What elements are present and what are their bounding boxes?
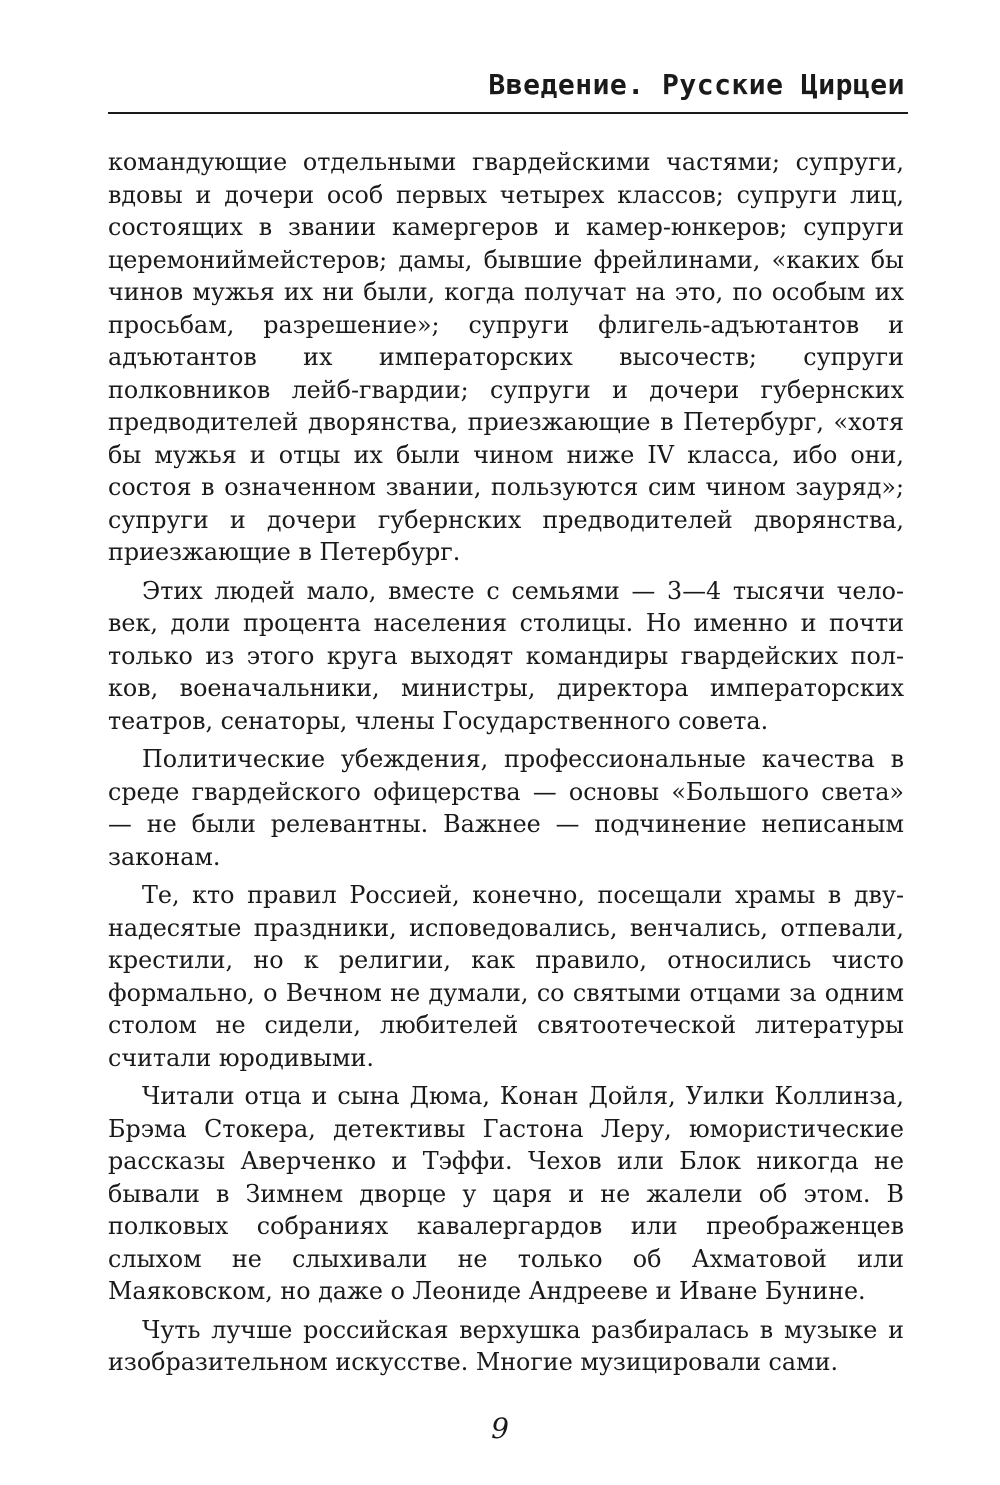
paragraph: Чуть лучше российская верхушка разбиралась в музыке и изобразительном искусстве. Многие музицировали сами.	[108, 1315, 904, 1376]
running-head-title: Введение. Русские Цирцеи	[488, 68, 905, 101]
paragraph: Этих людей мало, вместе с семьями — 3—4 тысячи человек, доли процента населения столицы. Но именно и почти только из этого круга выходят командиры гвардейских полков, военачальники, министры, директора императорских театров, сенаторы, члены Государственного совета.	[108, 576, 904, 735]
paragraph: Политические убеждения, профессиональные качества в среде гвардейского офицерства — основы «Большого света» — не были релевантны. Важнее — подчинение неписаным законам.	[108, 745, 904, 871]
paragraph: Те, кто правил Россией, конечно, посещали храмы в двунадесятые праздники, исповедовались, венчались, отпевали, крестили, но к религии, как правило, относились чисто формально, о Вечном не думали, со святыми отцами за одним столом не сидели, любителей святоотеческой литературы считали юродивыми.	[108, 881, 904, 1072]
header-rule	[108, 112, 908, 114]
page-number: 9	[491, 1412, 509, 1445]
paragraph-continued: командующие отдельными гвардейскими частями; супруги, вдовы и дочери особ первых четырех классов; супруги лиц, состоящих в звании камергеров и камер-юнкеров; супруги церемониймейстеров; дамы, бывшие фрейлинами, «каких бы чинов мужья их ни были, когда получат на это, по особым их просьбам, разрешение»; супруги флигель-адъютантов и адъютантов их императорских высочеств; супруги полковников лейб-гвардии; супруги и дочери губернских предводителей дворянства, приезжающие в Петербург, «хотя бы мужья и отцы их были чином ниже IV класса, ибо они, состоя в означенном звании, пользуются сим чином зауряд»; супруги и дочери губернских предводителей дворянства, приезжающие в Петербург.	[108, 148, 904, 566]
paragraph: Читали отца и сына Дюма, Конан Дойля, Уилки Коллинза, Брэма Стокера, детективы Гастона Леру, юмористические рассказы Аверченко и Тэффи. Чехов или Блок никогда не бывали в Зимнем дворце у царя и не жалели об этом. В полковых собраниях кавалергардов или преображенцев слыхом не слыхивали не только об Ахматовой или Маяковском, но даже о Леониде Андрееве и Иване Бунине.	[108, 1082, 904, 1305]
body-text	[108, 146, 904, 1385]
